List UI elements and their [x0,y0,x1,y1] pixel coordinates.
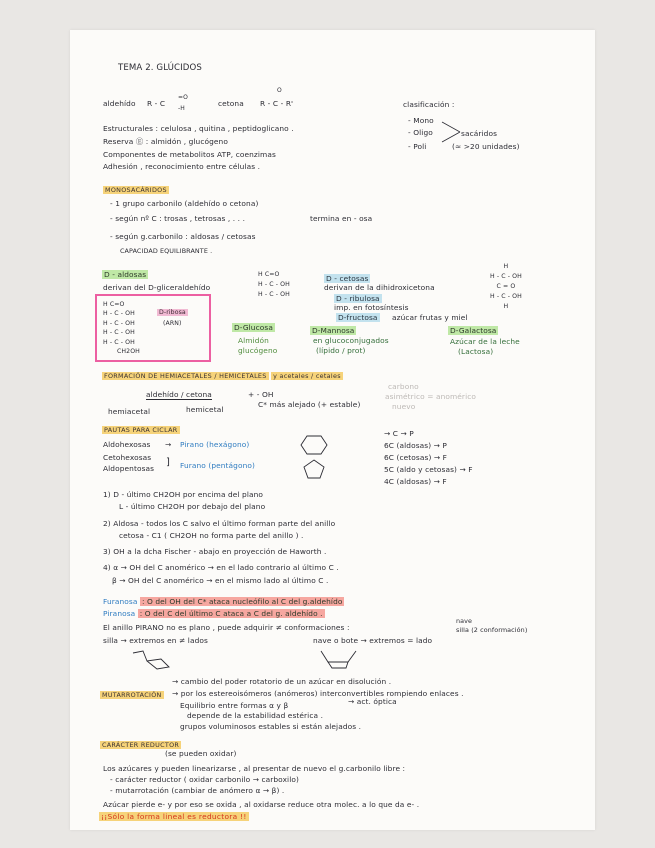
monosacaridos-heading: MONOSACÁRIDOS [105,186,167,194]
mutar-line-5: grupos voluminosos estables si están alejados . [180,722,362,731]
ciclar-aldohexosas: Aldohexosas [103,440,151,449]
silla-conformation-icon [131,649,173,671]
clasif-sacaridos: sacáridos [461,129,498,138]
hemi-plus: + - OH [248,390,274,399]
hexagon-icon [299,434,329,456]
galactosa-note-2: (Lactosa) [458,347,494,356]
clasif-brace-arrows [440,118,470,144]
mono-line-3: - según g.carbonilo : aldosas / cetosas [110,232,256,241]
ciclar-aldopentosas: Aldopentosas [103,464,155,473]
gliceraldehido-struct: H C=O H - C - OH H - C - OH [258,271,290,298]
ciclar-arrow-1: → [165,440,172,449]
mono-line-2b: termina en - osa [310,214,373,223]
ciclar-pirano: Pirano (hexágono) [180,440,250,449]
ciclar-rule-4b: β → OH del C anomérico → en el mismo lado al último C . [112,576,329,585]
funcion-metabolitos: Componentes de metabolitos ATP, coenzimas [103,150,276,159]
reductor-final: ¡¡Sólo la forma lineal es reductora !! [101,812,247,821]
cetona-o: O [277,87,282,94]
ciclar-rule-1b: L - último CH2OH por debajo del plano [119,502,266,511]
hemi-pair: aldehído / cetona [146,390,212,399]
ciclar-right-3: 6C (cetosas) → F [384,453,447,462]
fructosa-label: D-fructosa [338,313,378,322]
fructosa-note: azúcar frutas y miel [392,313,468,322]
aldehido-label: aldehído [103,99,136,108]
cetosa-struct: H H - C - OH C = O H - C - OH H [490,263,522,310]
clasif-mono: - Mono [408,116,434,125]
ciclar-right-2: 6C (aldosas) → P [384,441,447,450]
manosa-label: D-Mannosa [312,326,355,335]
glucosa-label: D-Glucosa [234,323,273,332]
pirano-conformaciones: El anillo PIRANO no es plano , puede adquirir ≠ conformaciones : [103,623,350,632]
ciclar-rule-4a: 4) α → OH del C anomérico → en el lado contrario al último C . [103,563,339,572]
clasif-oligo: - Oligo [408,128,433,137]
ribose-struct: H C=O H - C - OH H - C - OH H - C - OH H - C - OH CH2OH [103,301,140,356]
galactosa-note: Azúcar de la leche [450,337,520,346]
hemi-ghost-2: asimétrico = anomérico [385,392,477,401]
ciclar-right-4: 5C (aldo y cetosas) → F [384,465,473,474]
reductor-line-4: Azúcar pierde e- y por eso se oxida , al oxidarse reduce otra molec. a lo que da e- . [103,800,420,809]
ciclar-furano: Furano (pentágono) [180,461,255,470]
ribulosa-label: D - ribulosa [336,294,380,303]
reductor-line-2: - carácter reductor ( oxidar carbonilo → carboxilo) [110,775,299,784]
clasificacion-title: clasificación : [403,100,455,109]
piranosa-line: Piranosa : O del C del último C ataca a C del g. aldehído . [103,609,323,618]
mutarrotacion-heading: MUTARROTACIÓN [102,691,162,699]
mutar-act-optica: → act. óptica [348,697,397,706]
reductor-heading-note: (se pueden oxidar) [165,749,237,758]
mono-line-2: - según nº C : trosas , tetrosas , . . . [110,214,246,223]
mutar-line-1: → cambio del poder rotatorio de un azúcar en disolución . [172,677,392,686]
ciclar-cetohexosas: Cetohexosas [103,453,152,462]
manosa-note-2: (lípido / prot) [316,346,366,355]
mono-line-1: - 1 grupo carbonilo (aldehído o cetona) [110,199,259,208]
aldosas-label: D - aldosas [104,270,147,279]
clasif-poli-note: (≈ >20 unidades) [452,142,520,151]
conformacion-nave: nave [456,617,473,625]
ciclar-rule-2: 2) Aldosa - todos los C salvo el último forman parte del anillo [103,519,336,528]
aldosas-deriv: derivan del D-gliceraldehído [103,283,211,292]
cetosas-deriv: derivan de la dihidroxicetona [324,283,435,292]
ciclar-right-5: 4C (aldosas) → F [384,477,447,486]
cetosas-label: D - cetosas [326,274,369,283]
pentagon-icon [302,458,326,480]
funcion-reserva: Reserva Ⓔ : almidón , glucógeno [103,137,228,146]
mutar-line-3: Equilibrio entre formas α y β [180,701,289,710]
hemicetal-label: hemicetal [186,405,224,414]
nave-line: nave o bote → extremos = lado [313,636,433,645]
ciclar-rule-3: 3) OH a la dcha Fischer - abajo en proyección de Haworth . [103,547,327,556]
reductor-line-3: - mutarrotación (cambiar de anómero α → β) . [110,786,285,795]
aldehido-h: -H [178,105,185,112]
page-title: TEMA 2. GLÚCIDOS [118,63,202,73]
nave-conformation-icon [318,648,360,670]
mutar-line-2: → por los estereoisómeros (anómeros) interconvertibles rompiendo enlaces . [172,689,464,698]
galactosa-label: D-Galactosa [450,326,497,335]
ciclar-bracket: ] [166,457,171,468]
mutar-line-4: depende de la estabilidad estérica . [187,711,324,720]
hemi-ghost-1: carbono [388,382,419,391]
funcion-adhesion: Adhesión , reconocimiento entre células . [103,162,261,171]
furanosa-line: Furanosa : O del OH del C* ataca nucleófilo al C del g.aldehído [103,597,343,606]
silla-line: silla → extremos en ≠ lados [103,636,208,645]
conformacion-silla: silla (2 conformación) [456,626,528,634]
ciclar-heading: PAUTAS PARA CICLAR [104,426,178,434]
clasif-poli: - Poli [408,142,427,151]
funcion-estructural: Estructurales : celulosa , quitina , peptidoglicano . [103,124,294,133]
aldehido-formula: R - C [147,99,166,108]
ribulosa-note: imp. en fotosíntesis [334,303,409,312]
hemi-c-note: C* más alejado (+ estable) [258,400,361,409]
manosa-note: en glucoconjugados [313,336,389,345]
glucosa-note-2: glucógeno [238,346,278,355]
cetona-label: cetona [218,99,244,108]
reductor-line-1: Los azúcares y pueden linearizarse , al presentar de nuevo el g.carbonilo libre : [103,764,406,773]
mono-line-4: CAPACIDAD EQUILIBRANTE . [120,247,213,255]
hemi-ghost-3: nuevo [392,402,416,411]
reductor-heading: CARÁCTER REDUCTOR [102,741,180,749]
aldehido-o: =O [178,94,188,101]
hemiacetal-label: hemiacetal [108,407,151,416]
ribose-name: D-ribosa [159,309,186,316]
glucosa-note-1: Almidón [238,336,269,345]
ciclar-right-1: → C → P [384,429,414,438]
ribose-note: (ARN) [163,320,182,327]
ciclar-rule-1: 1) D - último CH2OH por encima del plano [103,490,264,499]
hemiacetales-heading: FORMACIÓN DE HEMIACETALES / HEMICETALES y acetales / cetales [104,372,341,380]
cetona-formula: R - C - R' [260,99,294,108]
ciclar-rule-2b: cetosa - C1 ( CH2OH no forma parte del anillo ) . [119,531,304,540]
